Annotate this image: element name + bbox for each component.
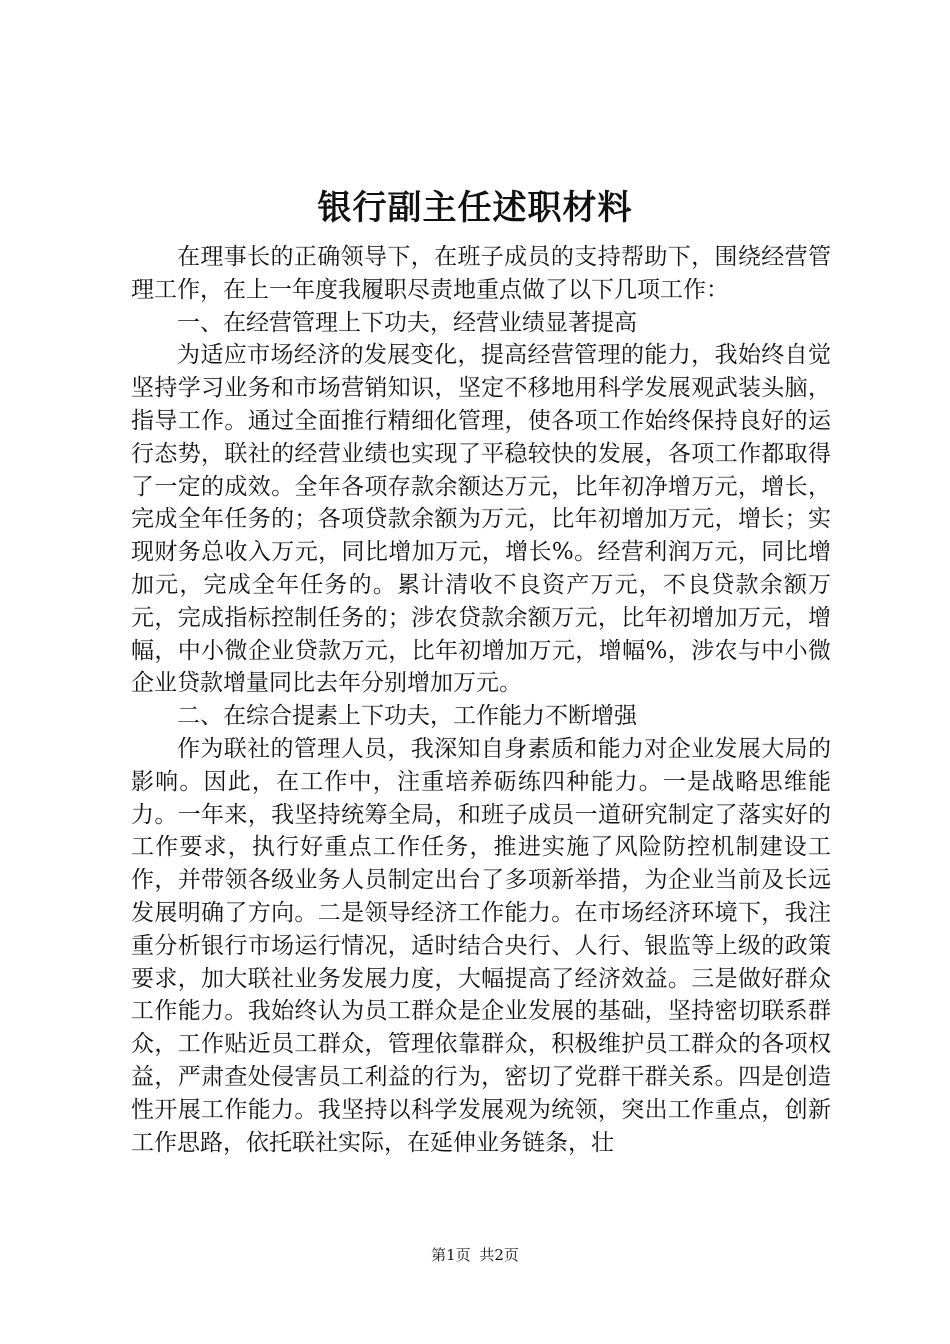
paragraph-intro: 在理事长的正确领导下，在班子成员的支持帮助下，围绕经营管理工作，在上一年度我履职尽责地重点做了以下几项工作： [131,244,831,303]
section-heading-1: 一、在经营管理上下功夫，经营业绩显著提高 [177,309,637,336]
page-footer: 第1页 共2页 [431,1246,519,1264]
paragraph-section-1: 为适应市场经济的发展变化，提高经营管理的能力，我始终自觉坚持学习业务和市场营销知识，坚定不移地用科学发展观武装头脑，指导工作。通过全面推行精细化管理，使各项工作始终保持良好的运行态势，联社的经营业绩也实现了平稳较快的发展，各项工作都取得了一定的成效。全年各项存款余额达万元，比年初净增万元，增长，完成全年任务的；各项贷款余额为万元，比年初增加万元，增长；实现财务总收入万元，同比增加万元，增长%。经营利润万元，同比增加元，完成全年任务的。累计清收不良资产万元，不良贷款余额万元，完成指标控制任务的；涉农贷款余额万元，比年初增加万元，增幅，中小微企业贷款万元，比年初增加万元，增幅%，涉农与中小微企业贷款增量同比去年分别增加万元。 [131,342,831,697]
document-body [131,241,831,1159]
paragraph-section-2: 作为联社的管理人员，我深知自身素质和能力对企业发展大局的影响。因此，在工作中，注重培养砺练四种能力。一是战略思维能力。一年来，我坚持统筹全局，和班子成员一道研究制定了落实好的工作要求，执行好重点工作任务，推进实施了风险防控机制建设工作，并带领各级业务人员制定出台了多项新举措，为企业当前及长远发展明确了方向。二是领导经济工作能力。在市场经济环境下，我注重分析银行市场运行情况，适时结合央行、人行、银监等上级的政策要求，加大联社业务发展力度，大幅提高了经济效益。三是做好群众工作能力。我始终认为员工群众是企业发展的基础，坚持密切联系群众，工作贴近员工群众，管理依靠群众，积极维护员工群众的各项权益，严肃查处侵害员工利益的行为，密切了党群干群关系。四是创造性开展工作能力。我坚持以科学发展观为统领，突出工作重点，创新工作思路，依托联社实际，在延伸业务链条，壮 [131,735,831,1156]
section-heading-2: 二、在综合提素上下功夫，工作能力不断增强 [177,703,637,730]
document-title: 银行副主任述职材料 [317,188,633,228]
